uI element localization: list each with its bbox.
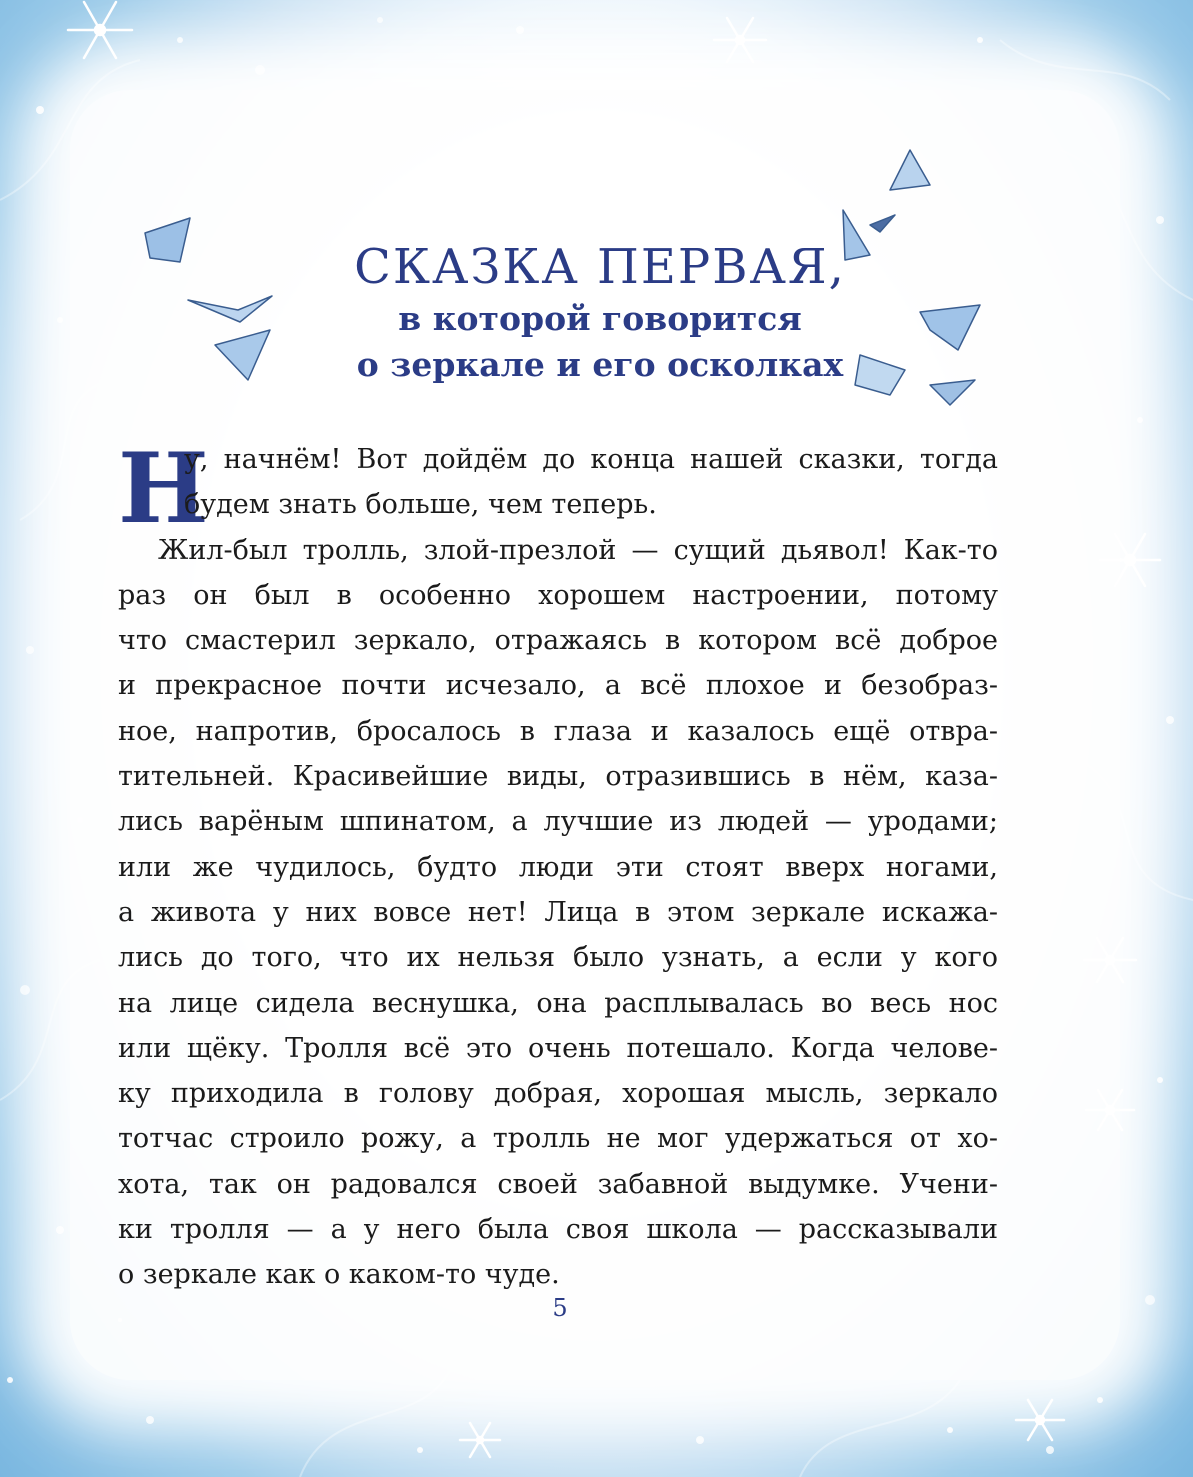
chapter-subtitle-line-1: в которой говорится — [398, 299, 802, 338]
text-line: Жил-был тролль, злой-презлой — сущий дьявол! Как-то — [158, 534, 998, 566]
text-line: лись варёным шпинатом, а лучшие из людей — уродами; — [118, 806, 998, 838]
story-text — [118, 432, 998, 1298]
text-line: или щёку. Тролля всё это очень потешало. Когда челове- — [118, 1032, 998, 1064]
text-line: и прекрасное почти исчезало, а всё плохое и безобраз- — [118, 670, 998, 702]
text-line: будем знать больше, чем теперь. — [184, 489, 657, 521]
chapter-title-main: СКАЗКА ПЕРВАЯ, — [354, 239, 846, 295]
text-line: ку приходила в голову добрая, хорошая мысль, зеркало — [118, 1078, 998, 1110]
drop-cap-letter: Н — [118, 432, 209, 545]
chapter-subtitle-line-2: о зеркале и его осколках — [356, 345, 844, 384]
text-line: о зеркале как о каком-то чуде. — [118, 1259, 560, 1291]
text-line: что смастерил зеркало, отражаясь в котором всё доброе — [118, 625, 998, 657]
text-line: хота, так он радовался своей забавной выдумке. Учени- — [118, 1168, 998, 1200]
text-line: раз он был в особенно хорошем настроении, потому — [118, 579, 998, 611]
text-line: ное, напротив, бросалось в глаза и казалось ещё отвра- — [118, 715, 998, 747]
text-line: на лице сидела веснушка, она расплывалась во весь нос — [118, 987, 998, 1019]
text-line: или же чудилось, будто люди эти стоят вверх ногами, — [118, 851, 998, 883]
text-line: у, начнём! Вот дойдём до конца нашей сказки, тогда — [184, 444, 998, 475]
text-line: ки тролля — а у него была своя школа — рассказывали — [118, 1214, 998, 1246]
page-number: 5 — [552, 1294, 568, 1322]
chapter-title — [250, 238, 950, 388]
text-line: лись до того, что их нельзя было узнать, а если у кого — [118, 942, 998, 974]
text-line: а живота у них вовсе нет! Лица в этом зеркале искажа- — [118, 896, 998, 928]
text-line: тотчас строило рожу, а тролль не мог удержаться от хо- — [118, 1123, 998, 1155]
text-line: тительней. Красивейшие виды, отразившись в нём, каза- — [118, 761, 998, 793]
